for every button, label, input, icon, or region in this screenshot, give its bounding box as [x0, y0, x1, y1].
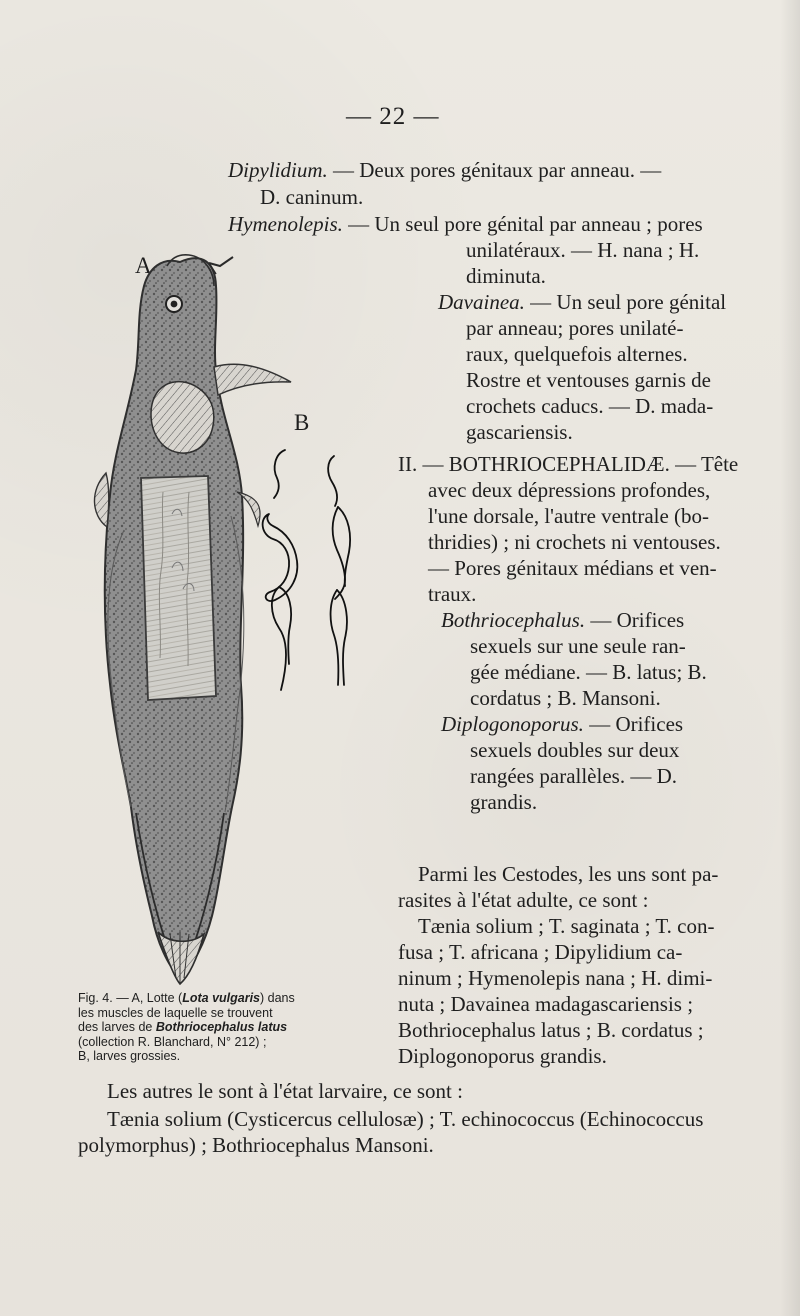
text-line-2: D. caninum.: [260, 185, 364, 209]
larvae-illustration: [255, 440, 365, 700]
text-line-18: [441, 610, 684, 631]
caption-part-4: des larves de: [78, 1020, 156, 1035]
text-line-21: cordatus ; B. Mansoni.: [470, 686, 661, 710]
paragraph-line-1: Parmi les Cestodes, les uns sont pa-: [418, 862, 719, 886]
caption-part-5: Bothriocephalus latus: [155, 1020, 288, 1035]
text-line-10: crochets caducs. — D. mada-: [466, 394, 714, 418]
figure-caption: [78, 991, 370, 1064]
text-line-17: traux.: [428, 582, 477, 606]
text-line-9: Rostre et ventouses garnis de: [466, 368, 711, 392]
text-line-13: avec deux dépressions profondes,: [428, 478, 711, 502]
paragraph-line-2: rasites à l'état adulte, ce sont :: [398, 888, 649, 912]
text-line-14: l'une dorsale, l'autre ventrale (bo-: [428, 504, 710, 528]
caption-part-2: Lota vulgaris: [182, 991, 261, 1005]
text-line-3: [228, 214, 703, 235]
paragraph-line-3: Tænia solium ; T. saginata ; T. con-: [418, 914, 715, 938]
text-line-7: par anneau; pores unilaté-: [466, 316, 684, 340]
text-line-8: raux, quelquefois alternes.: [466, 342, 688, 366]
text-line-22: [441, 714, 683, 735]
text-line-4: unilatéraux. — H. nana ; H.: [466, 238, 700, 262]
caption-part-1: Fig. 4. — A, Lotte (: [78, 991, 183, 1005]
bottom-line-2: Tænia solium (Cysticercus cellulosæ) ; T. echinococcus (Echinococcus: [107, 1107, 704, 1131]
text-line-6: [438, 292, 726, 313]
caption-line-2: les muscles de laquelle se trouvent: [78, 1005, 273, 1020]
text-line-25: grandis.: [470, 790, 538, 814]
bottom-line-1: Les autres le sont à l'état larvaire, ce sont :: [107, 1079, 463, 1103]
term-bothriocephalus: Bothriocephalus.: [441, 608, 586, 632]
text-line-16: — Pores génitaux médians et ven-: [428, 556, 717, 580]
page-number: — 22 —: [346, 103, 440, 130]
line-3-rest: — Un seul pore génital par anneau ; pores: [342, 212, 703, 236]
text-line-1: [228, 160, 661, 181]
term-davainea: Davainea.: [438, 290, 525, 314]
paragraph-line-5: ninum ; Hymenolepis nana ; H. dimi-: [398, 966, 713, 990]
figure-label-a: A: [135, 253, 152, 278]
term-dipylidium: Dipylidium.: [228, 158, 328, 182]
paragraph-line-4: fusa ; T. africana ; Dipylidium ca-: [398, 940, 683, 964]
line-18-rest: — Orifices: [585, 608, 685, 632]
caption-line-4: (collection R. Blanchard, N° 212) ;: [78, 1034, 267, 1049]
bottom-line-3: polymorphus) ; Bothriocephalus Mansoni.: [78, 1133, 434, 1157]
line-6-rest: — Un seul pore génital: [524, 290, 727, 314]
caption-line-1: [78, 991, 370, 1006]
text-line-24: rangées parallèles. — D.: [470, 764, 677, 788]
text-line-12: II. — BOTHRIOCEPHALIDÆ. — Tête: [398, 452, 739, 476]
line-1-rest: — Deux pores génitaux par anneau. —: [327, 158, 662, 182]
scan-edge-shadow: [780, 0, 800, 1316]
caption-part-3: ) dans: [260, 991, 295, 1005]
text-line-5: diminuta.: [466, 264, 546, 288]
term-hymenolepis: Hymenolepis.: [228, 212, 343, 236]
line-22-rest: — Orifices: [583, 712, 684, 736]
caption-line-5: B, larves grossies.: [78, 1049, 181, 1064]
text-line-20: gée médiane. — B. latus; B.: [470, 660, 707, 684]
paragraph-line-6: nuta ; Davainea madagascariensis ;: [398, 992, 694, 1016]
figure-label-b: B: [294, 410, 310, 435]
term-diplogonoporus: Diplogonoporus.: [441, 712, 584, 736]
text-line-11: gascariensis.: [466, 420, 573, 444]
text-line-23: sexuels doubles sur deux: [470, 738, 680, 762]
paragraph-line-7: Bothriocephalus latus ; B. cordatus ;: [398, 1018, 704, 1042]
text-line-15: thridies) ; ni crochets ni ventouses.: [428, 530, 721, 554]
paragraph-line-8: Diplogonoporus grandis.: [398, 1044, 607, 1068]
text-line-19: sexuels sur une seule ran-: [470, 634, 686, 658]
caption-line-3: [78, 1020, 370, 1035]
